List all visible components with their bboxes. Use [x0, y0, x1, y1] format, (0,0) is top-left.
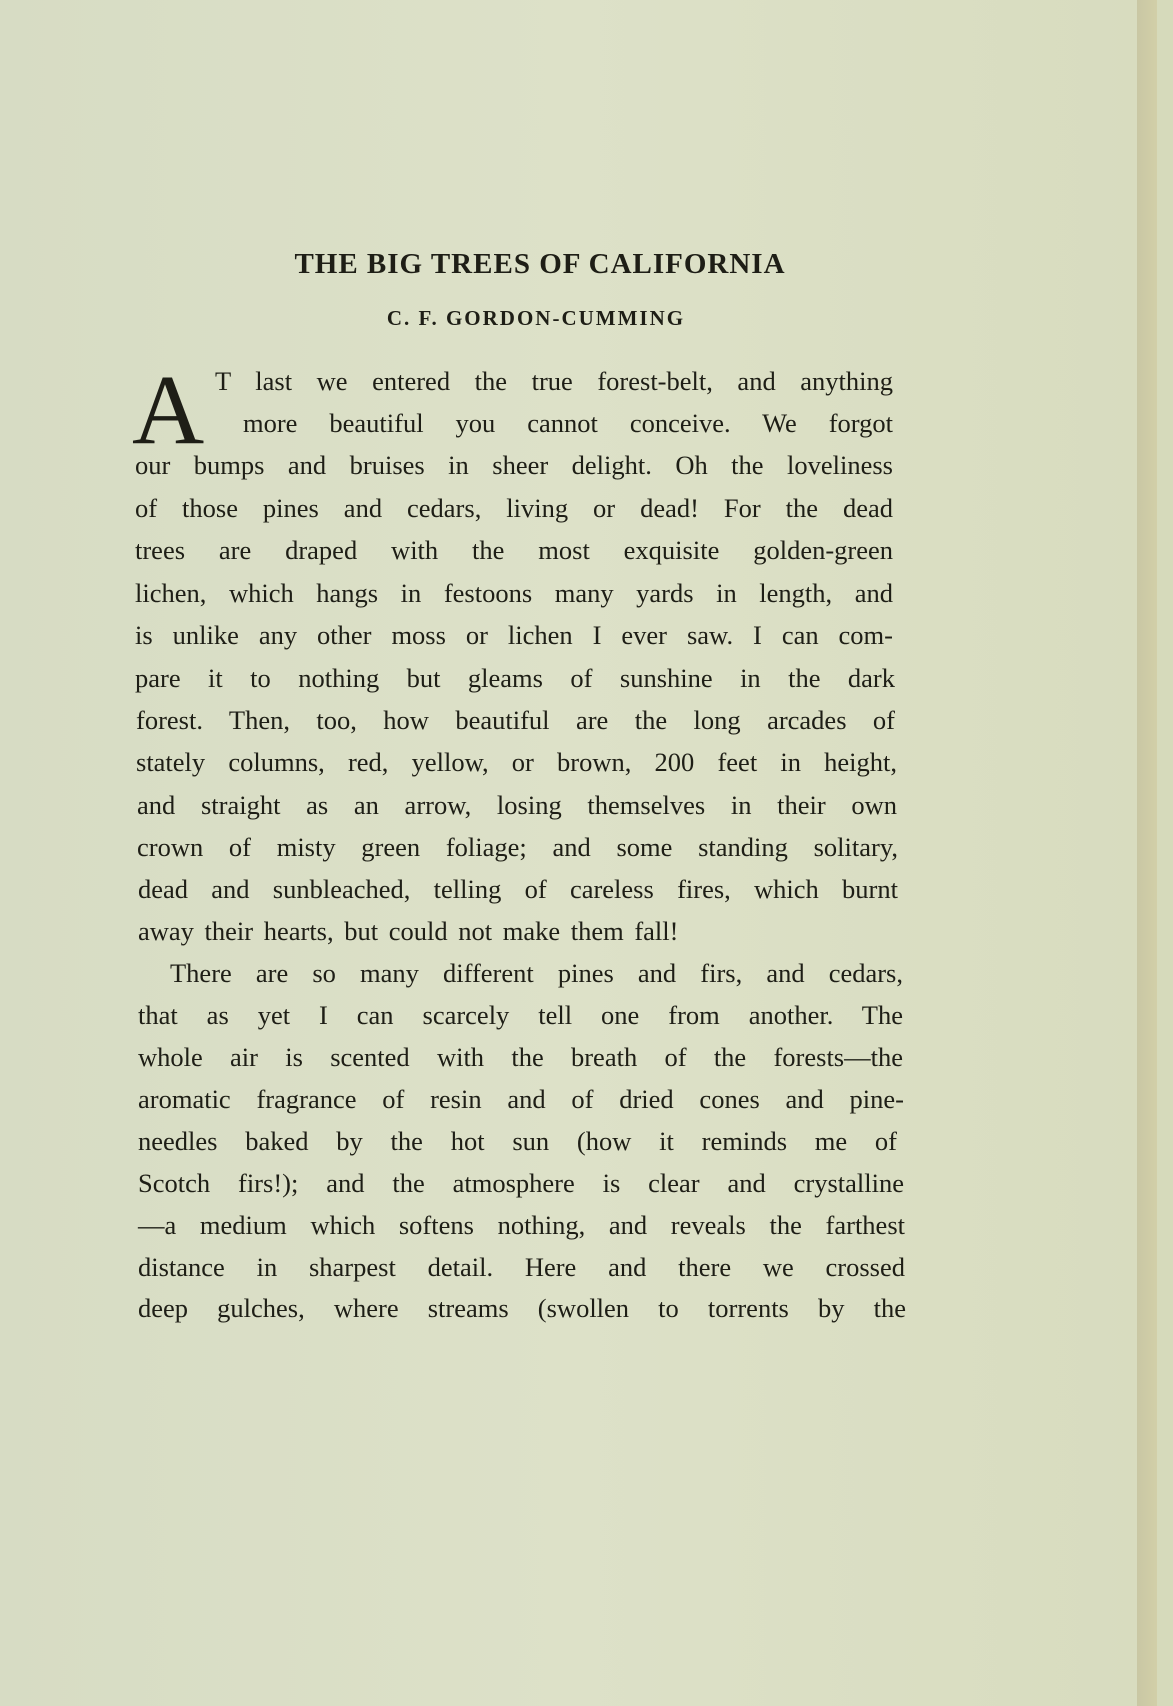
- text-line-content: crown of misty green foliage; and some standing solitary,: [137, 832, 898, 862]
- text-line-content: Scotch firs!); and the atmosphere is clear and crystalline: [138, 1168, 904, 1198]
- chapter-title: THE BIG TREES OF CALIFORNIA: [294, 248, 786, 280]
- text-line: [135, 492, 893, 524]
- text-line-content: distance in sharpest detail. Here and there we crossed: [138, 1252, 905, 1282]
- text-line: [135, 619, 893, 651]
- text-line: [138, 1125, 897, 1157]
- text-line: [215, 365, 893, 397]
- text-line-content: trees are draped with the most exquisite golden-green: [135, 535, 893, 565]
- text-line-content: T last we entered the true forest-belt, and anything: [215, 366, 893, 396]
- text-line-content: stately columns, red, yellow, or brown, 200 feet in height,: [136, 747, 897, 777]
- text-line: [138, 1041, 903, 1073]
- text-line-content: —a medium which softens nothing, and reveals the farthest: [138, 1210, 905, 1240]
- text-line-content: of those pines and cedars, living or dead! For the dead: [135, 493, 893, 523]
- text-line: [138, 915, 765, 947]
- text-line: [170, 957, 903, 989]
- text-line-content: away their hearts, but could not make them fall!: [138, 916, 679, 946]
- page-edge: [1137, 0, 1157, 1706]
- text-line-content: dead and sunbleached, telling of careless fires, which burnt: [138, 874, 898, 904]
- text-line: [138, 1167, 904, 1199]
- text-line-content: whole air is scented with the breath of the forests—the: [138, 1042, 903, 1072]
- text-line-content: lichen, which hangs in festoons many yards in length, and: [135, 578, 893, 608]
- text-line: [138, 1209, 905, 1241]
- text-line: [243, 407, 893, 439]
- text-line: [136, 746, 897, 778]
- text-line: [135, 534, 893, 566]
- text-line: [137, 831, 898, 863]
- text-line: [138, 873, 898, 905]
- text-line-content: more beautiful you cannot conceive. We forgot: [243, 408, 893, 438]
- text-line: [137, 789, 897, 821]
- text-line-content: is unlike any other moss or lichen I ever saw. I can com-: [135, 620, 893, 650]
- drop-cap: A: [132, 354, 205, 465]
- text-line-content: deep gulches, where streams (swollen to torrents by the: [138, 1293, 906, 1323]
- text-line: [135, 662, 895, 694]
- text-line: [135, 577, 893, 609]
- text-line: [138, 1251, 905, 1283]
- author-name: C. F. GORDON-CUMMING: [386, 306, 686, 330]
- text-line: [138, 1292, 906, 1324]
- text-line-content: forest. Then, too, how beautiful are the long arcades of: [136, 705, 895, 735]
- text-line-content: pare it to nothing but gleams of sunshine in the dark: [135, 663, 895, 693]
- text-line-content: There are so many different pines and firs, and cedars,: [170, 958, 903, 988]
- text-line: [138, 999, 903, 1031]
- text-line-content: our bumps and bruises in sheer delight. Oh the loveliness: [135, 450, 893, 480]
- text-line: [136, 704, 895, 736]
- text-line-content: that as yet I can scarcely tell one from another. The: [138, 1000, 903, 1030]
- text-line-content: aromatic fragrance of resin and of dried cones and pine-: [138, 1084, 904, 1114]
- text-line-content: needles baked by the hot sun (how it reminds me of: [138, 1126, 897, 1156]
- text-line: [138, 1083, 904, 1115]
- text-line-content: and straight as an arrow, losing themselves in their own: [137, 790, 897, 820]
- text-line: [135, 449, 893, 481]
